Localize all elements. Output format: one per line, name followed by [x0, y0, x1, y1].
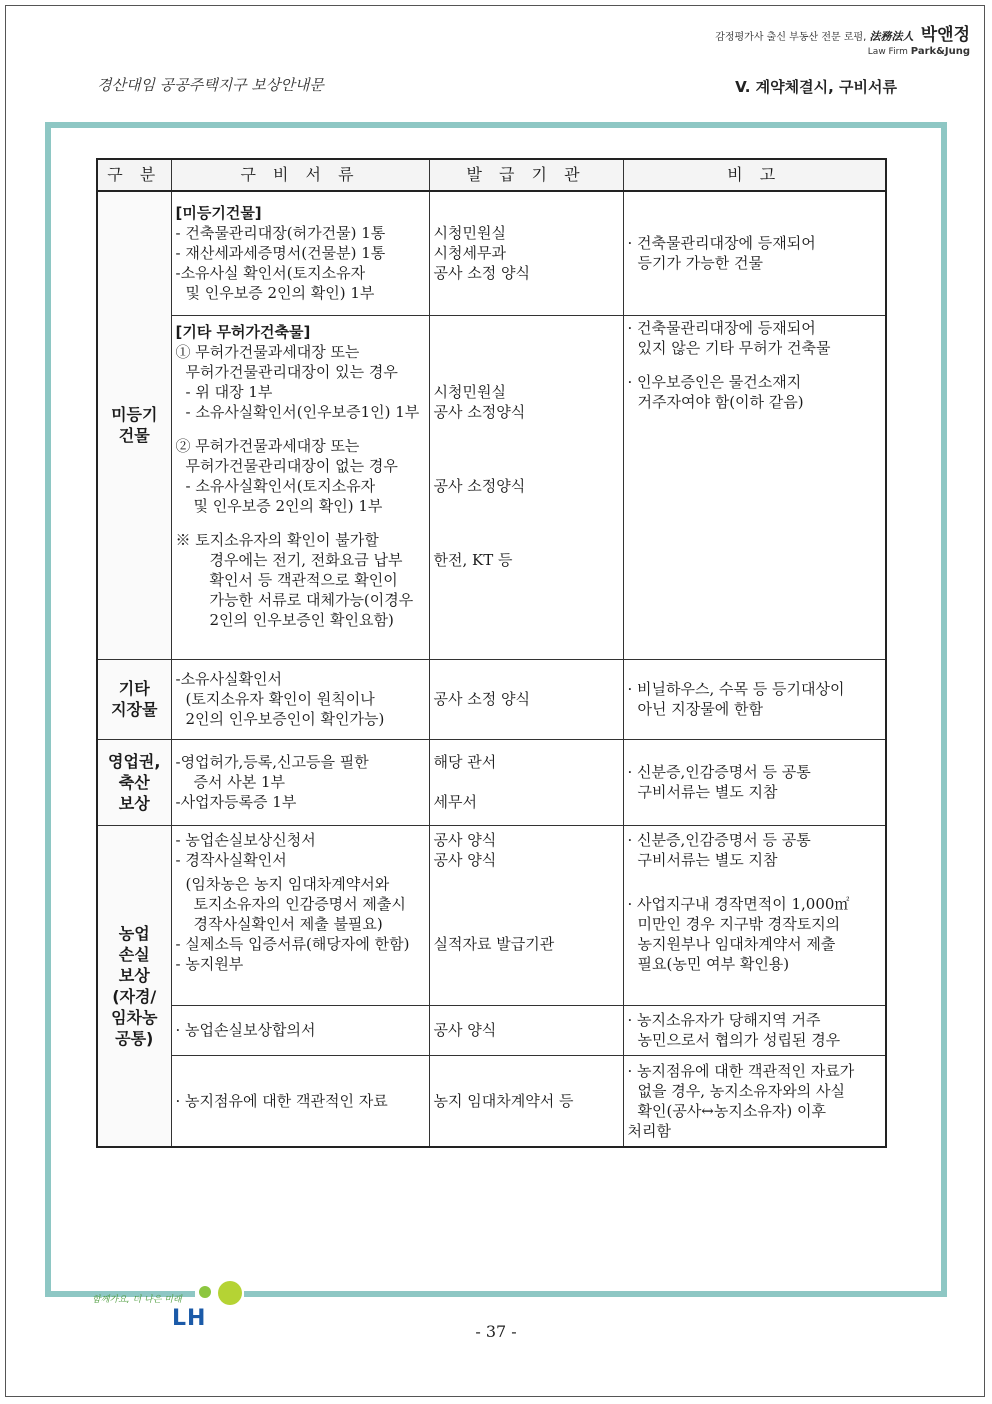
issuer-other-unlicensed-building: 시청민원실 공사 소정양식 공사 소정양식 한전, KT 등 [429, 315, 623, 659]
firm-english-name [868, 46, 970, 57]
table-row [97, 825, 886, 1005]
required-documents-table [96, 158, 887, 1148]
note-farming-agreement: · 농지소유자가 당해지역 거주 농민으로서 협의가 성립된 경우 [623, 1005, 886, 1055]
table-row [97, 1055, 886, 1147]
issuer-farmland-occupancy: 농지 임대차계약서 등 [429, 1055, 623, 1147]
docs-farmland-occupancy: · 농지점유에 대한 객관적인 자료 [171, 1055, 429, 1147]
firm-type: 法務法人 [869, 30, 914, 43]
docs-other-fixtures: -소유사실확인서 (토지소유자 확인이 원칙이나 2인의 인우보증인이 확인가능) [171, 659, 429, 739]
note-farmland-occupancy: · 농지점유에 대한 객관적인 자료가 없을 경우, 농지소유자와의 사실 확인(공사↔농지소유자) 이후 처리함 [623, 1055, 886, 1147]
document-title: 경산대임 공공주택지구 보상안내문 [97, 76, 324, 94]
lh-logo-large-circle [218, 1281, 242, 1305]
footer-slogan: 함께가요, 더 나은 미래 [92, 1295, 182, 1305]
docs-unregistered-building: [미등기건물] - 건축물관리대장(허가건물) 1통 - 재산세과세증명서(건물분) 1통 -소유사실 확인서(토지소유자 및 인우보증 2인의 확인) 1부 [171, 191, 429, 315]
header-issuer: 발 급 기 관 [429, 159, 623, 191]
header-remarks: 비 고 [623, 159, 886, 191]
section-title: V. 계약체결시, 구비서류 [735, 78, 897, 96]
firm-name: 박앤정 [920, 25, 970, 45]
issuer-unregistered-building: 시청민원실 시청세무과 공사 소정 양식 [429, 191, 623, 315]
docs-other-unlicensed-building: [기타 무허가건축물] ① 무허가건물과세대장 또는 무허가건물관리대장이 있는 경우 - 위 대장 1부 - 소유사실확인서(인우보증1인) 1부 ② 무허가건물과세대장 또는 무허가건물관리대장이 없는 경우 - 소유사실확인서(토지소유자 및 인우보증 2인의 확인) 1부 ※ 토지소유자의 확인이 불가할 경우에는 전기, 전화요금 납부 확인서 등 객관적으로 확인이 가능한 서류로 대체가능(이경우 2인의 인우보증인 확인요함) [171, 315, 429, 659]
issuer-farming-loss: 공사 양식 공사 양식 실적자료 발급기관 [429, 825, 623, 1005]
note-farming-loss: · 신분증,인감증명서 등 공통 구비서류는 별도 지참 · 사업지구내 경작면적이 1,000㎡ 미만인 경우 지구밖 경작토지의 농지원부나 임대차계약서 제출 필요(농민 여부 확인용) [623, 825, 886, 1005]
table-row [97, 1005, 886, 1055]
firm-header [715, 20, 970, 45]
note-business: · 신분증,인감증명서 등 공통 구비서류는 별도 지참 [623, 739, 886, 825]
firm-en-name: Park&Jung [910, 46, 970, 57]
header-category: 구 분 [97, 159, 171, 191]
issuer-business: 해당 관서 세무서 [429, 739, 623, 825]
category-unregistered: 미등기 건물 [97, 191, 171, 659]
docs-farming-loss: - 농업손실보상신청서 - 경작사실확인서 (임차농은 농지 임대차계약서와 토지소유자의 인감증명서 제출시 경작사실확인서 제출 불필요) - 실제소득 입증서류(해당자에 한함) - 농지원부 [171, 825, 429, 1005]
note-unregistered-building: · 건축물관리대장에 등재되어 등기가 가능한 건물 [623, 191, 886, 315]
docs-business: -영업허가,등록,신고등을 필한 증서 사본 1부 -사업자등록증 1부 [171, 739, 429, 825]
category-other-fixtures: 기타 지장물 [97, 659, 171, 739]
table-header-row [97, 159, 886, 191]
category-farming-loss: 농업 손실 보상 (자경/ 임차농 공통) [97, 825, 171, 1147]
issuer-other-fixtures: 공사 소정 양식 [429, 659, 623, 739]
issuer-farming-agreement: 공사 양식 [429, 1005, 623, 1055]
category-business: 영업권, 축산 보상 [97, 739, 171, 825]
frame-bottom-right [244, 1291, 947, 1297]
table-row [97, 659, 886, 739]
note-other-fixtures: · 비닐하우스, 수목 등 등기대상이 아닌 지장물에 한함 [623, 659, 886, 739]
docs-farming-agreement: · 농업손실보상합의서 [171, 1005, 429, 1055]
firm-en-prefix: Law Firm [867, 47, 908, 57]
table-row [97, 315, 886, 659]
firm-tagline: 감정평가사 출신 부동산 전문 로펌, [715, 32, 867, 43]
lh-logo-text: LH [172, 1306, 207, 1331]
table-row [97, 739, 886, 825]
page-number: - 37 - [475, 1322, 517, 1341]
note-other-unlicensed-building: · 건축물관리대장에 등재되어 있지 않은 기타 무허가 건축물 · 인우보증인은 물건소재지 거주자여야 함(이하 같음) [623, 315, 886, 659]
lh-logo-small-circle [199, 1286, 211, 1298]
table-row [97, 191, 886, 315]
header-documents: 구 비 서 류 [171, 159, 429, 191]
